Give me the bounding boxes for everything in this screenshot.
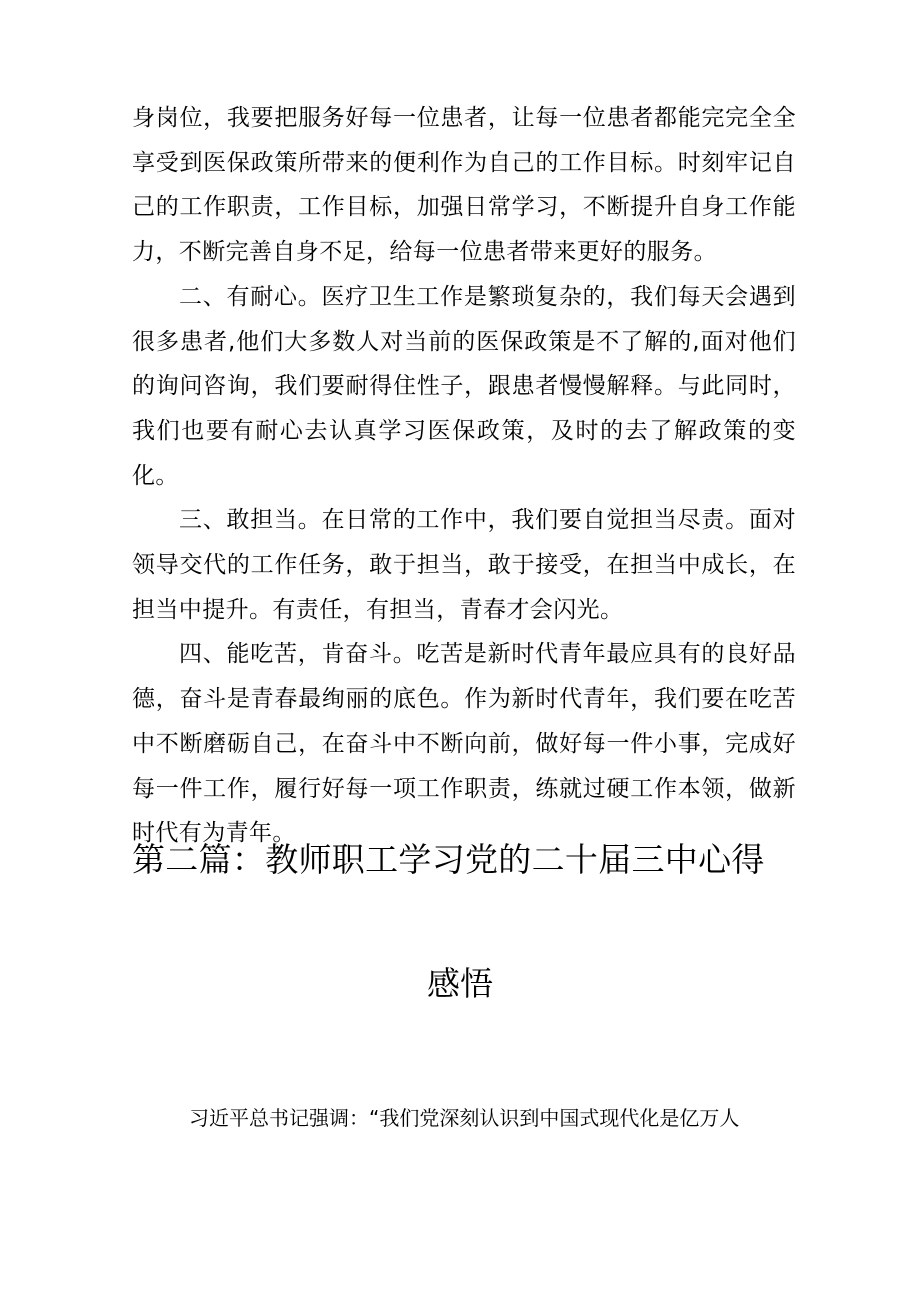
paragraph-4: 四、能吃苦，肯奋斗。吃苦是新时代青年最应具有的良好品德，奋斗是青春最绚丽的底色。作为新时代青年，我们要在吃苦中不断磨砺自己，在奋斗中不断向前，做好每一件小事，完成好每一件工作，履行好每一项工作职责，练就过硬工作本领，做新时代有为青年。 <box>132 641 796 847</box>
section-heading-continuation: 感悟 <box>427 964 493 1003</box>
paragraph-3: 三、敢担当。在日常的工作中，我们要自觉担当尽责。面对领导交代的工作任务，敢于担当，敢于接受，在担当中成长，在担当中提升。有责任，有担当，青春才会闪光。 <box>132 507 796 623</box>
section-heading: 第二篇：教师职工学习党的二十届三中心得 <box>132 840 765 879</box>
paragraph-1: 身岗位，我要把服务好每一位患者，让每一位患者都能完完全全享受到医保政策所带来的便利作为自己的工作目标。时刻牢记自己的工作职责，工作目标，加强日常学习，不断提升自身工作能力，不断完善自身不足，给每一位患者带来更好的服务。 <box>132 105 796 266</box>
paragraph-2: 二、有耐心。医疗卫生工作是繁琐复杂的，我们每天会遇到很多患者,他们大多数人对当前的医保政策是不了解的,面对他们的询问咨询，我们要耐得住性子，跟患者慢慢解释。与此同时，我们也要有耐心去认真学习医保政策，及时的去了解政策的变化。 <box>132 283 796 489</box>
body-text <box>132 96 796 856</box>
quote-paragraph: 习近平总书记强调：“我们党深刻认识到中国式现代化是亿万人 <box>189 1106 740 1130</box>
